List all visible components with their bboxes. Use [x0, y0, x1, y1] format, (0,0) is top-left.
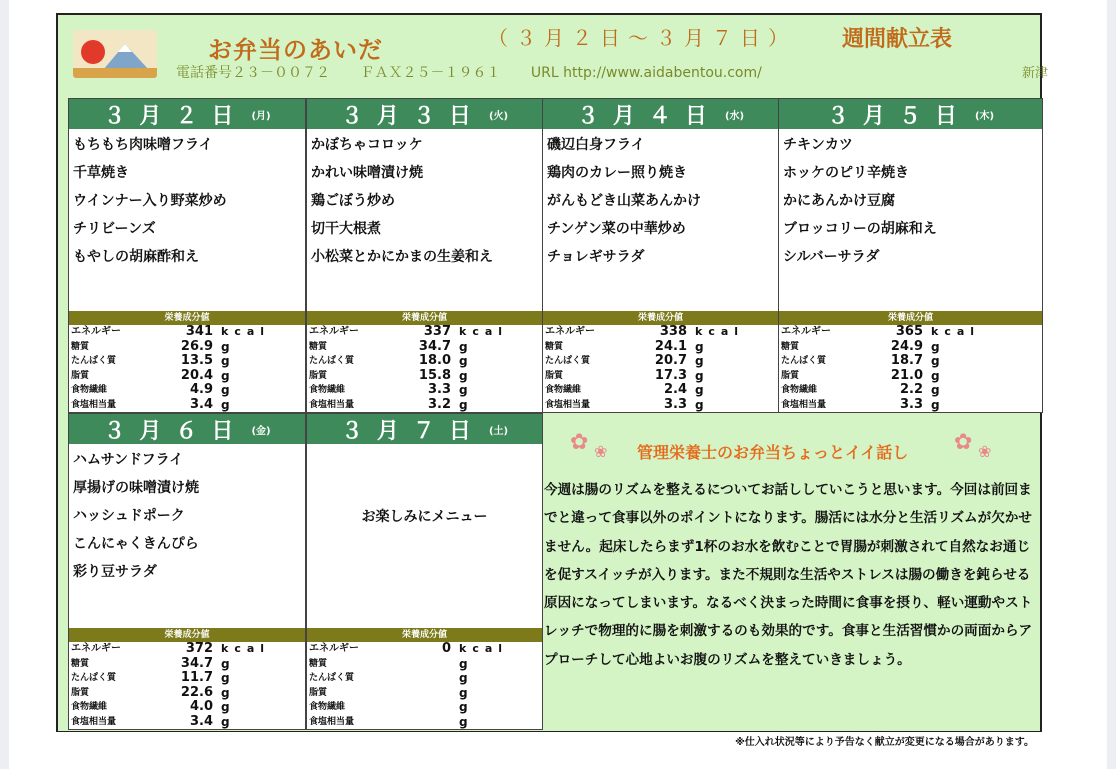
nutrition-label: 脂質: [309, 370, 328, 381]
nutrition-label: 糖質: [309, 341, 328, 352]
nutrition-row-energy: [779, 325, 1042, 340]
day-header: [307, 414, 542, 444]
nutrition-unit: g: [695, 397, 706, 412]
nutrition-unit: g: [221, 397, 232, 412]
nutrition-label: 食塩相当量: [309, 399, 355, 410]
nutrition-unit: g: [931, 383, 942, 397]
day-column: [306, 98, 543, 413]
nutrition-value: 18.0: [418, 353, 451, 368]
nutrition-unit: g: [459, 339, 470, 354]
nutrition-value: [391, 671, 451, 686]
nutrition-value: 341: [185, 324, 213, 339]
nutrition-value: [391, 657, 451, 672]
nutrition-row-energy: [307, 325, 542, 340]
nutrition-label: たんぱく質: [309, 673, 355, 683]
menu-item: チリビーンズ: [73, 221, 156, 237]
nutrition-label: 食物繊維: [309, 385, 346, 395]
nutrition-unit: g: [221, 656, 232, 671]
column-title: 管理栄養士のお弁当ちょっとイイ話し: [637, 443, 909, 462]
nutrition-unit: kcal: [459, 325, 509, 338]
phone-number: 電話番号２３－００７２: [176, 65, 330, 81]
nutrition-row-fat: [69, 686, 305, 701]
nutrition-value: 22.6: [180, 684, 213, 700]
menu-item: シルバーサラダ: [783, 249, 880, 265]
nutrition-label: 糖質: [545, 341, 564, 352]
menu-list: [543, 129, 778, 271]
nutrition-label: エネルギー: [309, 326, 359, 337]
nutrition-row-protein: [69, 354, 305, 369]
nutrition-label: 食塩相当量: [545, 399, 591, 410]
nutrition-value: 365: [895, 324, 923, 339]
nutrition-unit: g: [221, 354, 232, 368]
nutrition-label: エネルギー: [71, 326, 121, 337]
menu-item: かにあんかけ豆腐: [783, 193, 895, 209]
viewer-left-margin: [0, 0, 9, 769]
nutrition-row-protein: [307, 354, 542, 369]
nutrition-label: 糖質: [71, 658, 90, 669]
menu-item: かぼちゃコロッケ: [311, 137, 423, 153]
flower-icon: ❀: [978, 442, 992, 461]
nutrition-label: 食物繊維: [309, 702, 346, 712]
nutrition-row-fiber: [69, 700, 305, 715]
nutrition-unit: g: [459, 714, 470, 729]
nutrition-row-protein: [779, 354, 1042, 369]
nutrition-column: [542, 418, 1040, 730]
nutrition-heading: 栄養成分値: [779, 311, 1042, 325]
nutrition-unit: g: [695, 383, 706, 397]
nutrition-label: 食塩相当量: [71, 716, 117, 727]
day-column: [306, 413, 543, 730]
menu-item: ホッケのピリ辛焼き: [783, 165, 909, 181]
nutrition-row-salt: [69, 398, 305, 413]
menu-item: 鶏肉のカレー照り焼き: [547, 165, 687, 181]
nutrition-unit: g: [695, 354, 706, 368]
nutrition-value: 0: [441, 641, 451, 656]
menu-item: ブロッコリーの胡麻和え: [783, 221, 937, 237]
nutrition-unit: g: [221, 671, 232, 685]
flower-icon: ✿: [954, 430, 973, 455]
nutrition-row-fiber: [779, 383, 1042, 398]
nutrition-label: たんぱく質: [71, 673, 117, 683]
nutrition-unit: g: [695, 339, 706, 354]
nutrition-row-salt: [543, 398, 778, 413]
nutrition-row-carbs: [779, 340, 1042, 355]
nutrition-value: 4.0: [189, 699, 213, 714]
nutrition-table: [307, 628, 542, 729]
nutrition-label: 食物繊維: [71, 385, 108, 395]
nutrition-row-carbs: [69, 340, 305, 355]
nutrition-value: 13.5: [180, 353, 213, 368]
day-date: ３月５日: [826, 103, 971, 129]
nutrition-row-fiber: [69, 383, 305, 398]
nutrition-row-fiber: [307, 383, 542, 398]
nutrition-unit: g: [459, 354, 470, 368]
nutrition-label: たんぱく質: [309, 356, 355, 366]
nutrition-unit: g: [459, 397, 470, 412]
nutrition-unit: g: [221, 383, 232, 397]
nutrition-heading: 栄養成分値: [69, 628, 305, 642]
nutrition-value: 4.9: [189, 382, 213, 397]
nutrition-row-carbs: [307, 657, 542, 672]
footer-note-bar: [56, 731, 1042, 748]
day-header: [779, 99, 1042, 129]
menu-item: 鶏ごぼう炒め: [311, 193, 395, 209]
menu-list: [307, 129, 542, 271]
viewer-right-margin: [1107, 0, 1116, 769]
menu-item: もやしの胡麻酢和え: [73, 249, 199, 265]
nutrition-unit: g: [221, 700, 232, 714]
menu-item: チョレギサラダ: [547, 249, 645, 265]
nutrition-label: 糖質: [781, 341, 800, 352]
nutrition-table: [543, 311, 778, 412]
nutrition-unit: g: [459, 700, 470, 714]
menu-item: 彩り豆サラダ: [73, 564, 157, 580]
shop-name: お弁当のあいだ: [208, 36, 383, 64]
day-date: ３月７日: [340, 418, 485, 444]
nutrition-unit: kcal: [221, 325, 271, 338]
nutrition-value: 18.7: [890, 353, 923, 368]
nutrition-unit: g: [931, 354, 942, 368]
nutrition-row-fat: [69, 369, 305, 384]
day-date: ３月４日: [576, 103, 721, 129]
nutrition-unit: g: [931, 368, 942, 383]
day-weekday: (月): [251, 110, 271, 122]
menu-list: [779, 129, 1042, 271]
nutrition-label: たんぱく質: [545, 356, 591, 366]
menu-item: 厚揚げの味噌漬け焼: [73, 480, 199, 496]
nutrition-value: 2.4: [663, 382, 687, 397]
column-body: 今週は腸のリズムを整えるについてお話ししていこうと思います。今回は前回までと違って食事以外のポイントになります。腸活には水分と生活リズムが欠かせません。起床したらまず1杯のお水を飲むことで胃腸が刺激されて自然なお通じを促すスイッチが入ります。また不規則な生活やストレスは腸の働きを鈍らせる原因になってしまいます。なるべく決まった時間に食事を摂り、軽い運動やストレッチで物理的に腸を刺激するのも効果的です。食事と生活習慣かの両面からアプローチして心地よいお腹のリズムを整えていきましょう。: [544, 482, 1033, 668]
menu-item: 小松菜とかにかまの生姜和え: [311, 249, 493, 265]
nutrition-value: 24.1: [654, 338, 687, 354]
flower-icon: ❀: [594, 442, 608, 461]
nutrition-unit: g: [459, 383, 470, 397]
nutrition-value: 2.2: [899, 382, 923, 397]
nutrition-heading: 栄養成分値: [69, 311, 305, 325]
nutrition-row-protein: [543, 354, 778, 369]
nutrition-row-protein: [69, 671, 305, 686]
nutrition-unit: kcal: [221, 642, 271, 655]
day-date: ３月２日: [103, 103, 248, 129]
nutrition-row-fat: [307, 369, 542, 384]
menu-item: かれい味噌漬け焼: [311, 165, 423, 181]
nutrition-unit: g: [695, 368, 706, 383]
nutrition-label: エネルギー: [71, 643, 121, 654]
day-header: [543, 99, 778, 129]
website-url[interactable]: URL http://www.aidabentou.com/: [530, 65, 762, 81]
day-date: ３月３日: [340, 103, 485, 129]
nutrition-row-protein: [307, 671, 542, 686]
nutrition-unit: g: [931, 397, 942, 412]
nutrition-label: 食塩相当量: [71, 399, 117, 410]
nutrition-table: [779, 311, 1042, 412]
nutrition-unit: g: [221, 714, 232, 729]
day-date: ３月６日: [103, 418, 248, 444]
menu-item: がんもどき山菜あんかけ: [547, 193, 701, 209]
nutrition-label: 脂質: [545, 370, 564, 381]
menu-period: （３月２日～３月７日）: [488, 26, 796, 50]
day-header: [69, 414, 305, 444]
nutrition-unit: g: [221, 368, 232, 383]
day-column: [778, 98, 1043, 413]
nutrition-value: 20.4: [180, 367, 213, 383]
nutrition-value: 21.0: [890, 367, 923, 383]
nutrition-label: 脂質: [71, 687, 90, 698]
nutrition-table: [69, 311, 305, 412]
nutrition-row-fiber: [307, 700, 542, 715]
nutrition-label: 脂質: [309, 687, 328, 698]
nutrition-label: エネルギー: [545, 326, 595, 337]
nutrition-label: 糖質: [309, 658, 328, 669]
nutrition-label: 食物繊維: [71, 702, 108, 712]
nutrition-label: 食塩相当量: [781, 399, 827, 410]
nutrition-row-fiber: [543, 383, 778, 398]
nutrition-unit: g: [931, 339, 942, 354]
day-weekday: (水): [724, 110, 745, 122]
nutrition-value: 338: [659, 324, 687, 339]
menu-item: ハッシュドポーク: [73, 508, 185, 524]
day-weekday: (木): [974, 110, 995, 122]
nutrition-label: エネルギー: [309, 643, 359, 654]
sunrise-logo-icon: [73, 30, 157, 78]
nutrition-value: 11.7: [180, 670, 213, 685]
menu-item: ウインナー入り野菜炒め: [73, 193, 227, 209]
nutrition-value: 372: [185, 641, 213, 656]
nutrition-label: 脂質: [71, 370, 90, 381]
menu-item: 千草焼き: [73, 165, 129, 181]
fax-number: ＦＡＸ２５－１９６１: [360, 65, 501, 81]
nutrition-unit: g: [459, 671, 470, 685]
nutrition-value: [391, 700, 451, 715]
menu-item: ハムサンドフライ: [73, 452, 184, 468]
nutrition-row-carbs: [307, 340, 542, 355]
nutrition-value: 26.9: [180, 338, 213, 354]
nutrition-unit: g: [459, 656, 470, 671]
nutrition-row-energy: [69, 325, 305, 340]
nutrition-unit: kcal: [695, 325, 745, 338]
nutrition-label: 食物繊維: [545, 385, 582, 395]
nutrition-row-salt: [307, 715, 542, 730]
day-weekday: (金): [251, 425, 271, 437]
nutrition-value: 3.4: [189, 713, 213, 729]
branch-name: 新津: [1022, 66, 1049, 81]
menu-list: [69, 129, 305, 271]
nutrition-row-energy: [307, 642, 542, 657]
nutrition-row-fat: [543, 369, 778, 384]
nutrition-heading: 栄養成分値: [543, 311, 778, 325]
surprise-menu-label: お楽しみにメニュー: [361, 509, 488, 525]
nutrition-value: 3.3: [663, 396, 687, 412]
nutrition-label: エネルギー: [781, 326, 831, 337]
nutrition-table: [307, 311, 542, 412]
nutrition-value: 3.3: [427, 382, 451, 397]
nutrition-table: [69, 628, 305, 729]
nutrition-label: 糖質: [71, 341, 90, 352]
nutrition-label: たんぱく質: [71, 356, 117, 366]
nutrition-value: 34.7: [418, 338, 451, 354]
menu-item: チンゲン菜の中華炒め: [547, 221, 686, 237]
nutrition-row-fat: [779, 369, 1042, 384]
nutrition-row-salt: [779, 398, 1042, 413]
nutrition-heading: 栄養成分値: [307, 628, 542, 642]
nutrition-row-carbs: [69, 657, 305, 672]
nutrition-unit: g: [459, 685, 470, 700]
nutrition-value: [391, 715, 451, 730]
nutrition-label: 食物繊維: [781, 385, 818, 395]
nutrition-unit: g: [221, 685, 232, 700]
nutrition-value: 24.9: [890, 338, 923, 354]
day-column: [68, 98, 306, 413]
nutrition-row-salt: [69, 715, 305, 730]
day-column: [542, 98, 779, 413]
day-header: [69, 99, 305, 129]
day-weekday: (土): [488, 425, 509, 437]
day-weekday: (火): [488, 110, 509, 122]
nutrition-value: 3.2: [427, 396, 451, 412]
nutrition-value: 17.3: [654, 367, 687, 383]
nutrition-row-carbs: [543, 340, 778, 355]
nutrition-label: 脂質: [781, 370, 800, 381]
menu-item: 磯辺白身フライ: [547, 137, 645, 153]
nutrition-unit: g: [459, 368, 470, 383]
nutrition-heading: 栄養成分値: [307, 311, 542, 325]
flower-icon: ✿: [570, 430, 589, 455]
nutrition-value: 20.7: [654, 353, 687, 368]
menu-item: 切干大根煮: [311, 221, 381, 237]
page-title: 週間献立表: [842, 27, 953, 52]
nutrition-label: 食塩相当量: [309, 716, 355, 727]
contact-info: [176, 62, 788, 82]
nutrition-value: 34.7: [180, 655, 213, 671]
nutrition-row-fat: [307, 686, 542, 701]
menu-item: こんにゃくきんぴら: [73, 536, 199, 552]
menu-item: もちもち肉味噌フライ: [73, 137, 213, 153]
nutrition-row-salt: [307, 398, 542, 413]
day-header: [307, 99, 542, 129]
footer-note: ※仕入れ状況等により予告なく献立が変更になる場合があります。: [735, 737, 1034, 748]
nutrition-value: [391, 686, 451, 701]
nutrition-value: 3.4: [189, 396, 213, 412]
nutrition-value: 337: [423, 324, 451, 339]
nutrition-unit: g: [221, 339, 232, 354]
nutrition-row-energy: [543, 325, 778, 340]
nutrition-unit: kcal: [931, 325, 981, 338]
menu-item: チキンカツ: [783, 137, 853, 153]
nutrition-unit: kcal: [459, 642, 509, 655]
nutrition-value: 15.8: [418, 367, 451, 383]
day-column: [68, 413, 306, 730]
nutrition-label: たんぱく質: [781, 356, 827, 366]
menu-list: [69, 444, 305, 586]
nutrition-value: 3.3: [899, 396, 923, 412]
nutrition-row-energy: [69, 642, 305, 657]
